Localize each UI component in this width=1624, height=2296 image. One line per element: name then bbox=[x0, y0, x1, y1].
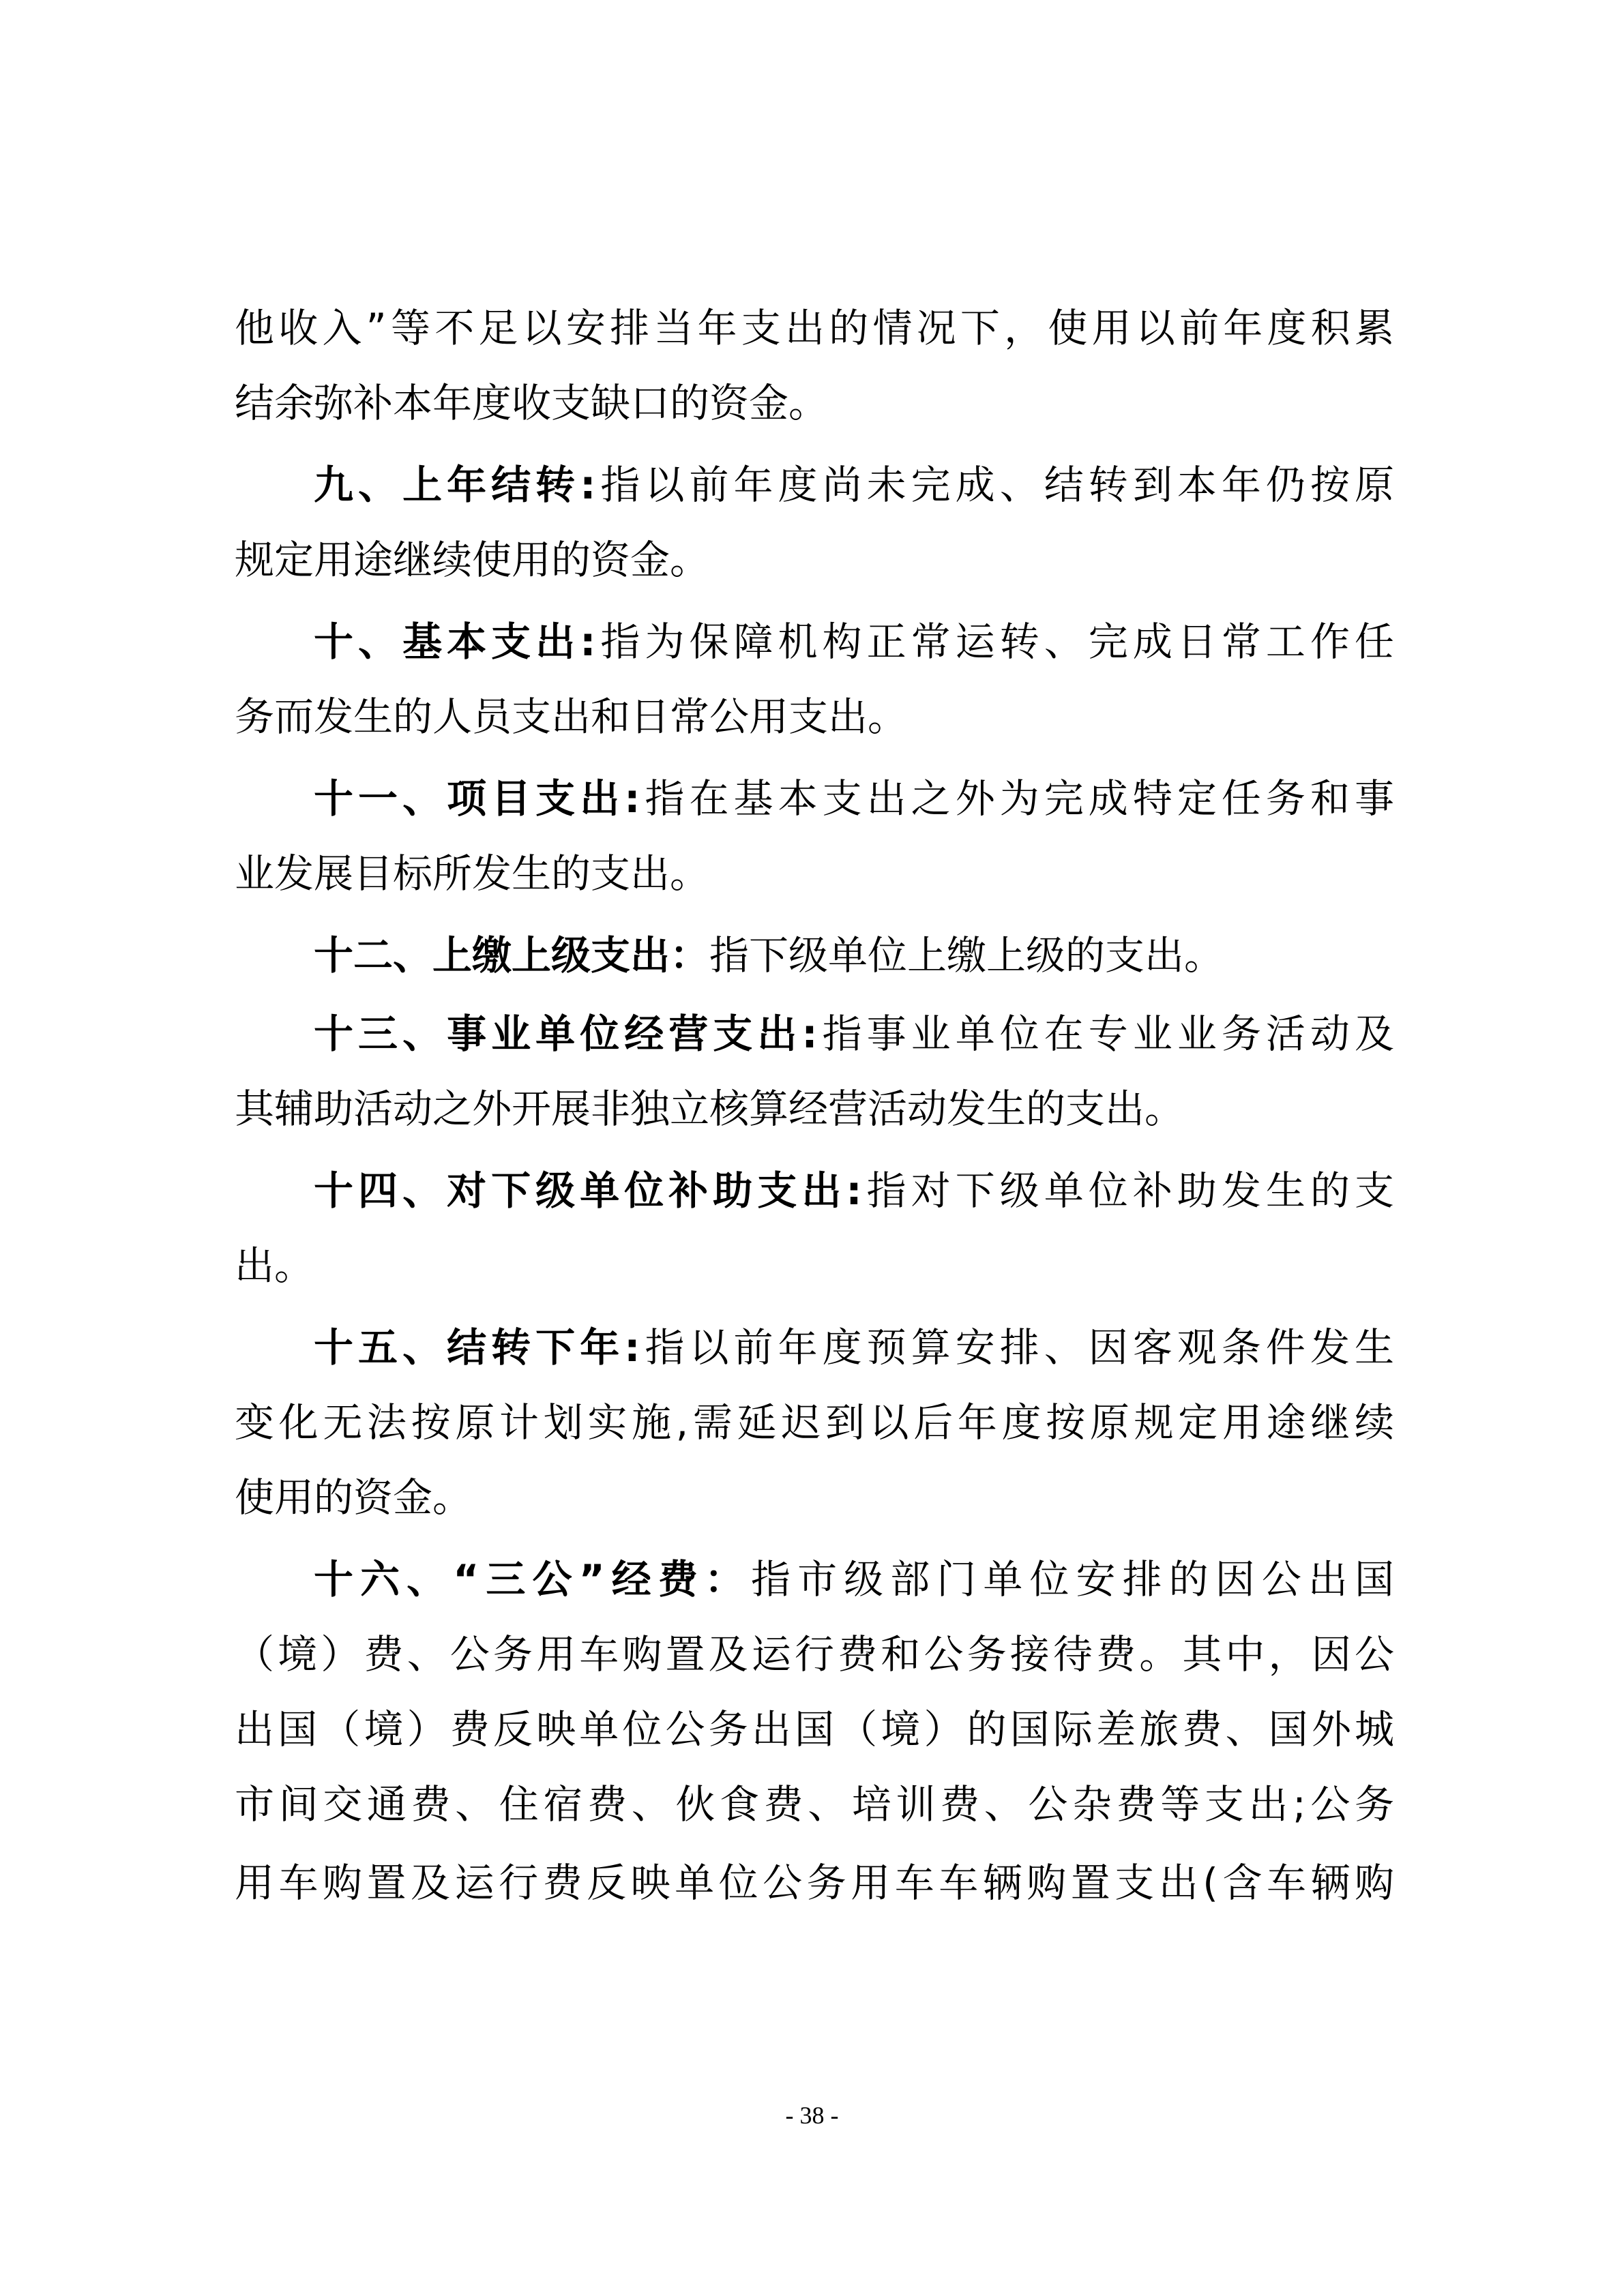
text-line bbox=[235, 1084, 1394, 1133]
line-text: 务而发生的人员支出和日常公用支出。 bbox=[235, 694, 908, 740]
line-text: 指市级部门单位安排的因公出国 bbox=[751, 1556, 1394, 1602]
line-text: 指在基本支出之外为完成特定任务和事 bbox=[640, 775, 1394, 822]
line-text: 指下级单位上缴上级的支出。 bbox=[709, 932, 1224, 979]
text-line bbox=[235, 692, 1394, 741]
line-text: 变化无法按原计划实施,需延迟到以后年度按原规定用途继续 bbox=[235, 1399, 1394, 1446]
line-text: 指为保障机构正常运转、完成日常工作任 bbox=[595, 618, 1394, 665]
text-line bbox=[235, 1241, 1394, 1290]
line-text: 市间交通费、住宿费、伙食费、培训费、公杂费等支出;公务 bbox=[235, 1781, 1394, 1828]
line-text: 用车购置及运行费反映单位公务用车车辆购置支出(含车辆购 bbox=[235, 1860, 1394, 1906]
line-text: 出。 bbox=[235, 1242, 314, 1289]
text-line bbox=[314, 1009, 1394, 1058]
text-line bbox=[235, 1473, 1394, 1522]
text-line bbox=[314, 1555, 1394, 1604]
line-text: 指以前年度尚未完成、结转到本年仍按原 bbox=[595, 462, 1394, 508]
text-line bbox=[235, 1780, 1394, 1829]
term-heading: 九、上年结转: bbox=[314, 462, 596, 508]
text-line bbox=[314, 774, 1394, 823]
line-text: 规定用途继续使用的资金。 bbox=[235, 537, 710, 583]
term-heading: 十六、“三公”经费： bbox=[314, 1556, 751, 1602]
line-text: （境）费、公务用车购置及运行费和公务接待费。其中，因公 bbox=[235, 1631, 1394, 1678]
text-line bbox=[235, 1630, 1394, 1679]
term-heading: 十五、结转下年: bbox=[314, 1324, 640, 1371]
line-text: 指事业单位在专业业务活动及 bbox=[817, 1011, 1394, 1057]
line-text: 出国（境）费反映单位公务出国（境）的国际差旅费、国外城 bbox=[235, 1706, 1394, 1753]
text-line bbox=[235, 378, 1394, 428]
text-line bbox=[314, 1166, 1394, 1215]
term-heading: 十、基本支出: bbox=[314, 618, 596, 665]
text-line bbox=[235, 535, 1394, 584]
line-text: 指以前年度预算安排、因客观条件发生 bbox=[640, 1324, 1394, 1371]
text-line bbox=[235, 1858, 1394, 1907]
text-line bbox=[314, 1323, 1394, 1372]
line-text: 他收入”等不足以安排当年支出的情况下，使用以前年度积累 bbox=[235, 305, 1394, 351]
text-line bbox=[235, 1705, 1394, 1754]
page-number: - 38 - bbox=[785, 2102, 839, 2129]
line-text: 其辅助活动之外开展非独立核算经营活动发生的支出。 bbox=[235, 1086, 1185, 1132]
text-line bbox=[235, 849, 1394, 898]
term-heading: 十四、对下级单位补助支出: bbox=[314, 1167, 862, 1214]
line-text: 结余弥补本年度收支缺口的资金。 bbox=[235, 380, 829, 426]
term-heading: 十三、事业单位经营支出: bbox=[314, 1011, 818, 1057]
line-text: 使用的资金。 bbox=[235, 1474, 473, 1521]
text-line bbox=[314, 931, 1394, 980]
text-line bbox=[314, 617, 1394, 666]
text-line bbox=[235, 1398, 1394, 1447]
line-text: 指对下级单位补助发生的支 bbox=[861, 1167, 1394, 1214]
line-text: 业发展目标所发生的支出。 bbox=[235, 850, 710, 897]
term-heading: 十一、项目支出: bbox=[314, 775, 640, 822]
text-line bbox=[314, 460, 1394, 509]
term-heading: 十二、上缴上级支出： bbox=[314, 932, 710, 979]
text-line bbox=[235, 303, 1394, 353]
